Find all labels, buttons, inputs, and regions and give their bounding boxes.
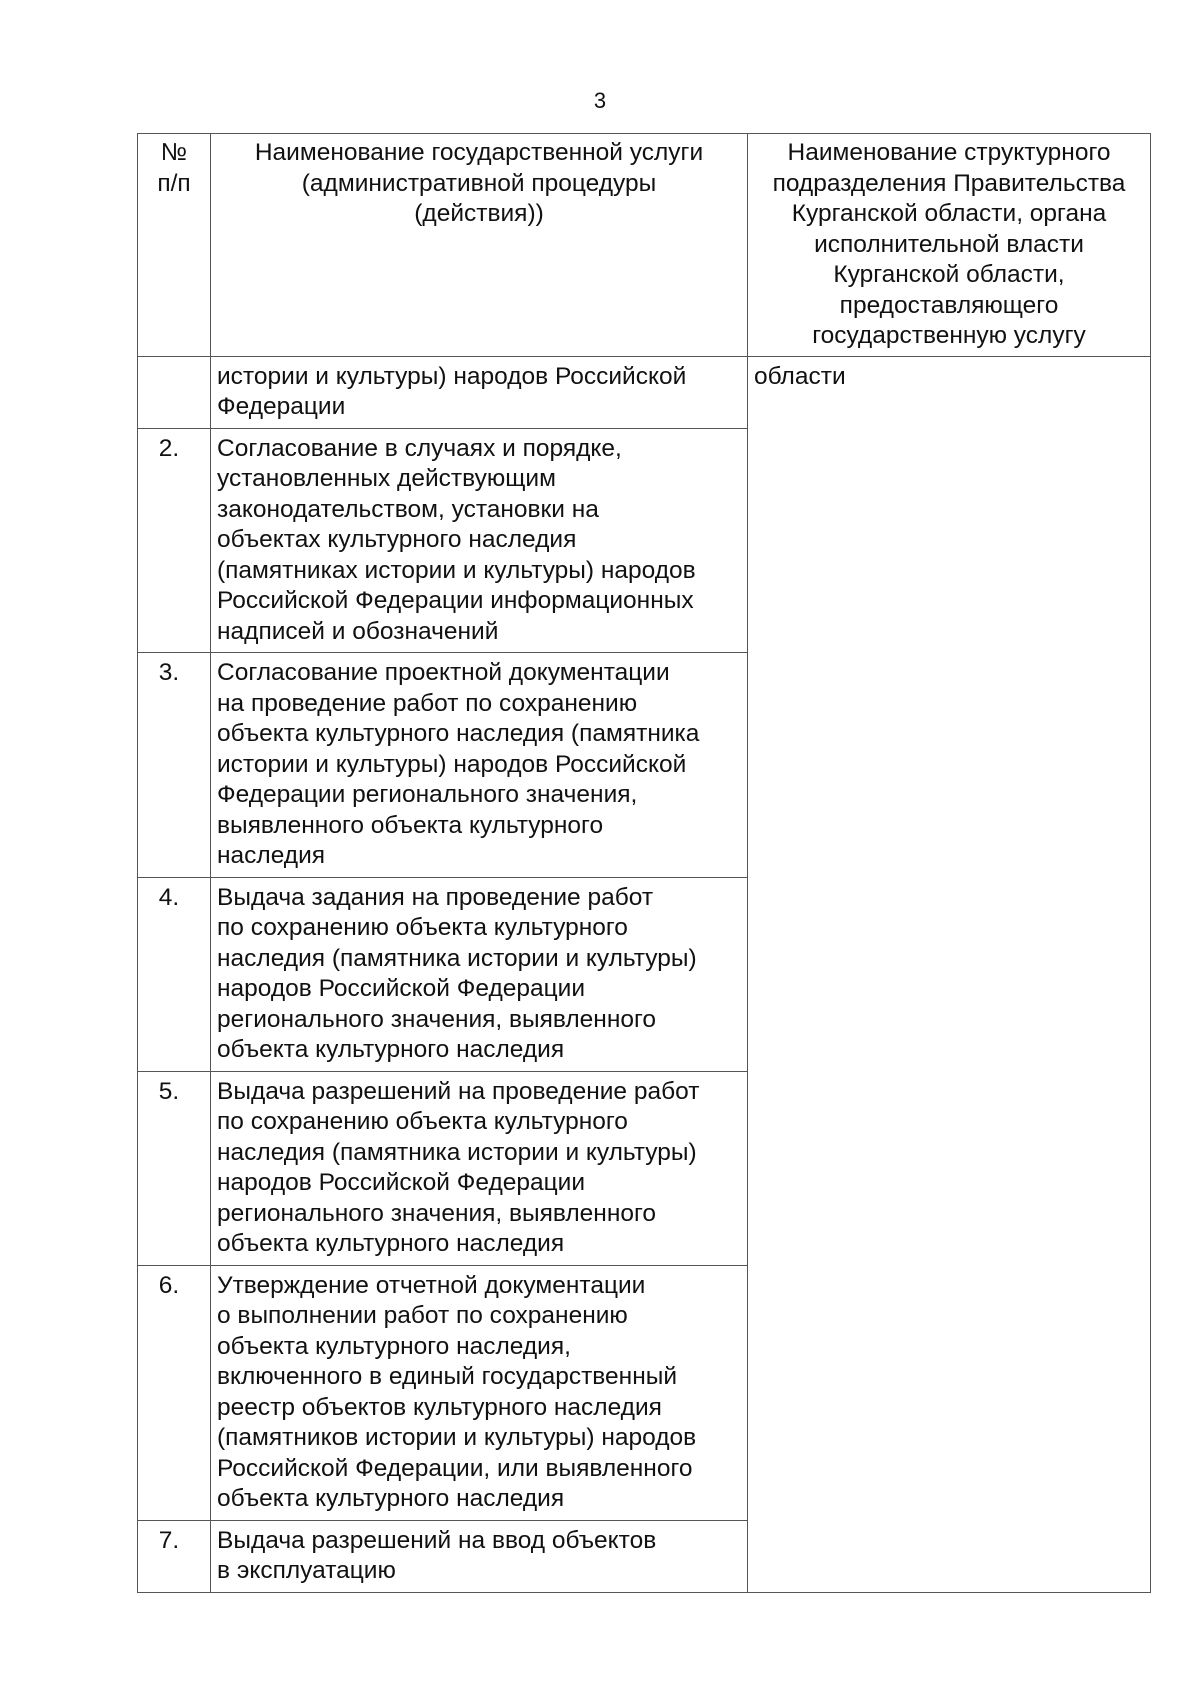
row-service-name: Выдача разрешений на ввод объектов в эксплуатацию [211,1520,748,1592]
row-service-name: Выдача задания на проведение работ по сохранению объекта культурного наследия (памятника истории и культуры) народов Российской Федерации регионального значения, выявленного объекта культурного наследия [211,877,748,1071]
row-number: 3. [138,653,211,878]
services-table [137,133,1151,1593]
row-service-name: Согласование в случаях и порядке, установленных действующим законодательством, установки на объектах культурного наследия (памятниках истории и культуры) народов Российской Федерации информационных надписей и обозначений [211,428,748,653]
header-num: № п/п [138,134,211,357]
header-service-name: Наименование государственной услуги (административной процедуры (действия)) [211,134,748,357]
row-service-name: Утверждение отчетной документации о выполнении работ по сохранению объекта культурного наследия, включенного в единый государственный реестр объектов культурного наследия (памятников истории и культуры) народов Российской Федерации, или выявленного объекта культурного наследия [211,1265,748,1520]
header-department: Наименование структурного подразделения Правительства Курганской области, органа исполнительной власти Курганской области, предоставляющего государственную услугу [748,134,1151,357]
row-number: 6. [138,1265,211,1520]
row-number: 4. [138,877,211,1071]
row-number: 2. [138,428,211,653]
row-number: 5. [138,1071,211,1265]
row-number: 7. [138,1520,211,1592]
row-service-name: истории и культуры) народов Российской Федерации [211,356,748,428]
row-department: области [748,356,1151,1592]
table-row [138,356,1151,428]
row-service-name: Согласование проектной документации на проведение работ по сохранению объекта культурного наследия (памятника истории и культуры) народов Российской Федерации регионального значения, выявленного объекта культурного наследия [211,653,748,878]
row-number [138,356,211,428]
row-service-name: Выдача разрешений на проведение работ по сохранению объекта культурного наследия (памятника истории и культуры) народов Российской Федерации регионального значения, выявленного объекта культурного наследия [211,1071,748,1265]
page-number: 3 [593,88,607,113]
table-header-row [138,134,1151,357]
